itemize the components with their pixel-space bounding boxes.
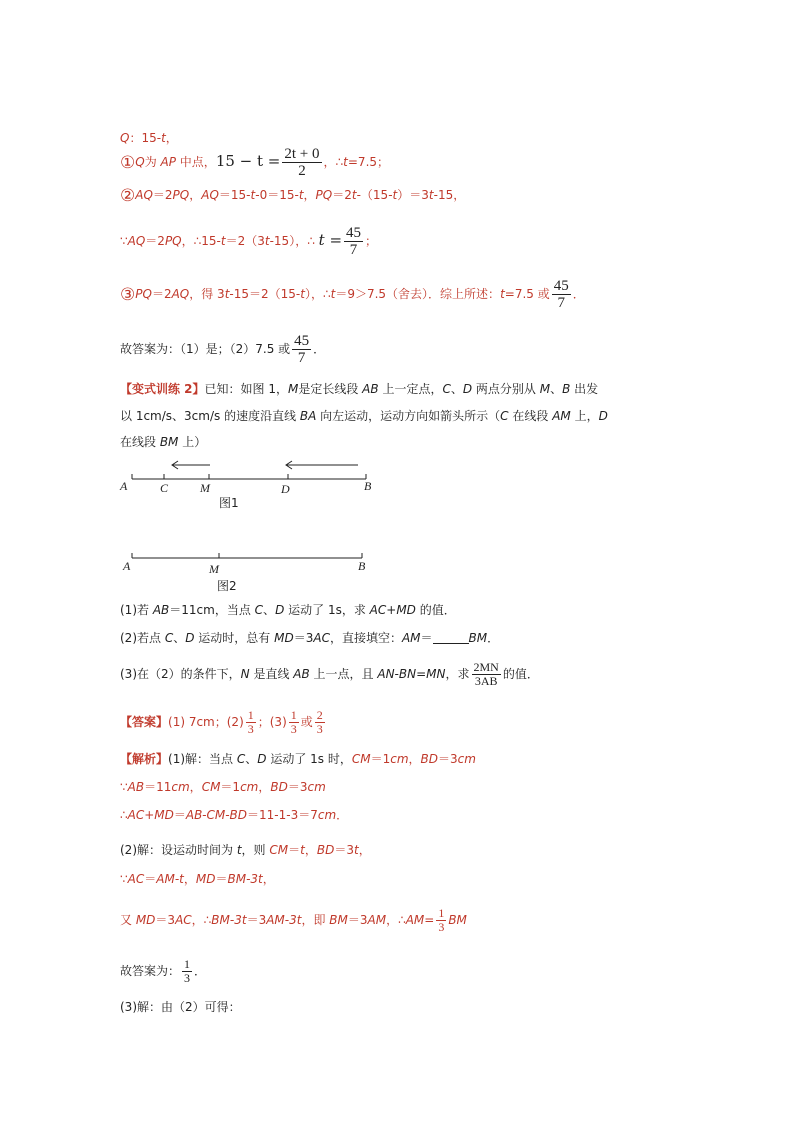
var: cm bbox=[317, 808, 337, 822]
fraction bbox=[552, 278, 571, 311]
text: ； bbox=[365, 234, 378, 248]
case-number: ③ bbox=[120, 285, 136, 305]
var: D bbox=[275, 603, 285, 617]
question-2 bbox=[120, 629, 499, 647]
text: ． bbox=[487, 631, 500, 645]
numerator: 1 bbox=[184, 957, 191, 971]
var: cm bbox=[307, 780, 326, 794]
numerator: 1 bbox=[247, 708, 254, 722]
var: t bbox=[318, 231, 325, 249]
var: MN bbox=[426, 667, 446, 681]
question-1 bbox=[120, 601, 456, 619]
section-tag: 【变式训练 2】 bbox=[120, 382, 205, 396]
var: AN-BN bbox=[377, 667, 417, 681]
text: -0＝15- bbox=[255, 188, 299, 202]
text: ∵ bbox=[120, 234, 128, 248]
answer-blank[interactable] bbox=[433, 631, 469, 644]
denominator: 3 bbox=[438, 920, 445, 934]
text: 或 bbox=[300, 715, 313, 729]
text: ∵ bbox=[120, 872, 128, 886]
text: 的值． bbox=[502, 667, 539, 681]
var: AQ bbox=[135, 188, 153, 202]
var: t bbox=[343, 155, 348, 169]
text: ， bbox=[303, 188, 316, 202]
text: (2)解：设运动时间为 bbox=[120, 843, 237, 857]
var: PQ bbox=[135, 287, 152, 301]
text: ＝2 bbox=[151, 287, 172, 301]
text: ＝ bbox=[420, 631, 433, 645]
var: cm bbox=[457, 752, 476, 766]
label-b: B bbox=[358, 559, 366, 573]
numerator: 45 bbox=[346, 225, 362, 241]
text: (1) 7cm；(2) bbox=[168, 715, 244, 729]
var: AM-t bbox=[156, 872, 184, 886]
section-tag: 【答案】 bbox=[120, 715, 169, 729]
text: (1)若 bbox=[120, 603, 153, 617]
fraction bbox=[292, 333, 311, 366]
text: = bbox=[324, 231, 343, 249]
var: AC bbox=[313, 631, 330, 645]
text: ∵ bbox=[120, 780, 128, 794]
section-tag: 【解析】 bbox=[120, 752, 169, 766]
text: 上一定点， bbox=[378, 382, 443, 396]
var: AB bbox=[293, 667, 310, 681]
solution-line-7 bbox=[120, 954, 206, 988]
var: cm bbox=[390, 752, 409, 766]
var: t bbox=[250, 188, 256, 202]
text: ＝15- bbox=[218, 188, 251, 202]
solution-line-5 bbox=[120, 870, 275, 888]
var: B bbox=[562, 382, 571, 396]
text: ＝11-1-3＝7 bbox=[247, 808, 318, 822]
text: 、 bbox=[550, 382, 563, 396]
var: t bbox=[330, 287, 336, 301]
text: (3)在（2）的条件下， bbox=[120, 667, 241, 681]
text: 故答案为： bbox=[120, 964, 181, 978]
var: PQ bbox=[164, 234, 182, 248]
question-3 bbox=[120, 656, 539, 692]
var: AP bbox=[160, 155, 176, 169]
numerator: 1 bbox=[438, 906, 445, 920]
solution-line-6 bbox=[120, 903, 467, 937]
text: = bbox=[416, 667, 427, 681]
denominator: 7 bbox=[297, 350, 306, 366]
text: =7.5 或 bbox=[504, 287, 550, 301]
var: BM-3t bbox=[211, 913, 247, 927]
var: C bbox=[254, 603, 264, 617]
text: 故答案为：（1）是；（2）7.5 或 bbox=[120, 342, 291, 356]
text: + bbox=[386, 603, 397, 617]
case-2-line bbox=[120, 186, 465, 205]
var: D bbox=[598, 409, 608, 423]
text: ， bbox=[258, 780, 271, 794]
var: AM bbox=[552, 409, 571, 423]
var: C bbox=[236, 752, 246, 766]
text: (2)若点 bbox=[120, 631, 165, 645]
answer-line bbox=[120, 705, 327, 739]
var: t bbox=[428, 188, 434, 202]
problem-line-2 bbox=[120, 407, 608, 425]
text: 为 bbox=[144, 155, 161, 169]
var: t bbox=[298, 188, 304, 202]
denominator: 2 bbox=[298, 163, 306, 179]
text: ，∴ bbox=[191, 913, 212, 927]
numerator: 45 bbox=[294, 333, 310, 349]
var: t bbox=[236, 843, 242, 857]
text: =7.5； bbox=[347, 155, 390, 169]
text: -15＝2（15- bbox=[229, 287, 301, 301]
var: AM bbox=[405, 913, 425, 927]
text: -15， bbox=[433, 188, 466, 202]
var: D bbox=[462, 382, 473, 396]
denominator: 3 bbox=[247, 722, 254, 736]
text: ），∴ bbox=[304, 287, 331, 301]
text: -15），∴ bbox=[269, 234, 319, 248]
var: BA bbox=[299, 409, 317, 423]
text: 、 bbox=[173, 631, 186, 645]
fraction bbox=[182, 958, 192, 985]
text: 以 1cm/s、3cm/s 的速度沿直线 bbox=[120, 409, 300, 423]
var: BM bbox=[329, 913, 348, 927]
text: 上， bbox=[570, 409, 599, 423]
fraction bbox=[246, 709, 256, 736]
text: 中点， bbox=[175, 155, 216, 169]
text: (3)解：由（2）可得： bbox=[120, 1000, 241, 1014]
text: ＝2（3 bbox=[225, 234, 265, 248]
text: ， bbox=[408, 752, 421, 766]
denominator: 7 bbox=[349, 242, 358, 258]
fraction bbox=[436, 907, 446, 934]
var: t bbox=[224, 287, 230, 301]
text: 、 bbox=[450, 382, 463, 396]
var: MD bbox=[274, 631, 294, 645]
denominator: 3 bbox=[316, 722, 323, 736]
var: Q bbox=[135, 155, 145, 169]
text: ＝3 bbox=[347, 913, 368, 927]
fraction bbox=[315, 709, 325, 736]
solution-line-3 bbox=[120, 806, 348, 824]
solution-line-8 bbox=[120, 998, 241, 1016]
var: BM bbox=[159, 435, 179, 449]
var: BD bbox=[420, 752, 439, 766]
text: 上） bbox=[178, 435, 207, 449]
solution-line-1 bbox=[120, 750, 476, 768]
text: ， bbox=[358, 843, 371, 857]
var: Q bbox=[120, 131, 130, 145]
equation-left: 15 − t = bbox=[215, 152, 281, 170]
var: MD bbox=[396, 603, 416, 617]
text: 运动了 1s 时， bbox=[266, 752, 352, 766]
text: 上一点，且 bbox=[309, 667, 378, 681]
var: t bbox=[300, 843, 305, 857]
var: t bbox=[353, 843, 359, 857]
text: ＝3 bbox=[155, 913, 176, 927]
var: C bbox=[442, 382, 451, 396]
text: 向左运动，运动方向如箭头所示（ bbox=[316, 409, 501, 423]
var: CM bbox=[351, 752, 371, 766]
figure-2 bbox=[110, 548, 390, 596]
var: AC bbox=[127, 872, 145, 886]
figure-caption: 图1 bbox=[219, 496, 239, 510]
text: ，∴ bbox=[386, 913, 406, 927]
text: ， bbox=[165, 131, 178, 145]
var: t bbox=[392, 188, 398, 202]
var: t bbox=[500, 287, 505, 301]
label-c: C bbox=[160, 481, 169, 495]
var: AQ bbox=[201, 188, 219, 202]
text: 已知：如图 1， bbox=[204, 382, 288, 396]
text: ＝2 bbox=[152, 188, 173, 202]
fraction bbox=[472, 661, 501, 688]
label-m: M bbox=[200, 481, 210, 495]
case-3-line bbox=[120, 276, 585, 313]
text: ＝11 bbox=[144, 780, 172, 794]
text: ＝11cm，当点 bbox=[169, 603, 255, 617]
var: CM bbox=[269, 843, 289, 857]
var: BD bbox=[270, 780, 288, 794]
text: ， bbox=[262, 872, 275, 886]
text: ：15- bbox=[129, 131, 162, 145]
text: ． bbox=[194, 964, 207, 978]
denominator: 3 bbox=[184, 971, 191, 985]
text: ＝3 bbox=[438, 752, 458, 766]
label-m: M bbox=[209, 562, 219, 576]
fraction bbox=[289, 709, 299, 736]
text: 在线段 bbox=[508, 409, 553, 423]
var: t bbox=[264, 234, 270, 248]
var: AM-3t bbox=[266, 913, 302, 927]
text: 是直线 bbox=[249, 667, 294, 681]
case-number: ① bbox=[120, 153, 136, 173]
text: ， bbox=[189, 780, 202, 794]
var: MD bbox=[135, 913, 156, 927]
problem-line-1 bbox=[120, 380, 598, 398]
var: C bbox=[164, 631, 174, 645]
var: BM bbox=[448, 913, 467, 927]
var: PQ bbox=[172, 188, 190, 202]
var: AC bbox=[175, 913, 192, 927]
text: ， bbox=[183, 872, 196, 886]
text: ＝3 bbox=[246, 913, 267, 927]
text: 、 bbox=[245, 752, 258, 766]
problem-line-3 bbox=[120, 433, 206, 451]
numerator: 45 bbox=[553, 278, 569, 294]
var: M bbox=[539, 382, 551, 396]
text: ＝2 bbox=[145, 234, 165, 248]
text: ， bbox=[189, 188, 202, 202]
text: ∴ bbox=[120, 808, 128, 822]
label-d: D bbox=[281, 482, 290, 496]
var: cm bbox=[240, 780, 259, 794]
solution-line-2 bbox=[120, 778, 326, 796]
text: = bbox=[424, 913, 435, 927]
var: t bbox=[351, 188, 357, 202]
text: ＝ bbox=[215, 872, 228, 886]
var: D bbox=[185, 631, 195, 645]
text: ，∴ bbox=[323, 155, 344, 169]
text: ＝3 bbox=[287, 780, 308, 794]
text: 在线段 bbox=[120, 435, 160, 449]
text: ，直接填空： bbox=[329, 631, 402, 645]
text: ，则 bbox=[241, 843, 270, 857]
text: ）＝3 bbox=[397, 188, 429, 202]
text: 运动时，总有 bbox=[194, 631, 275, 645]
var: AB bbox=[152, 603, 170, 617]
text: ＝ bbox=[173, 808, 186, 822]
text: ；(3) bbox=[257, 715, 287, 729]
label-a: A bbox=[120, 479, 128, 493]
var: AM bbox=[367, 913, 387, 927]
var: AC bbox=[369, 603, 387, 617]
var: CM bbox=[201, 780, 221, 794]
var: AB-CM-BD bbox=[185, 808, 248, 822]
figure-caption: 图2 bbox=[217, 579, 237, 593]
denominator: 3 bbox=[290, 722, 297, 736]
var: D bbox=[257, 752, 267, 766]
figure-1 bbox=[110, 456, 390, 516]
var: t bbox=[161, 131, 166, 145]
numerator: 2t + 0 bbox=[284, 146, 320, 162]
text: 又 bbox=[120, 913, 136, 927]
var: BD bbox=[316, 843, 335, 857]
var: cm bbox=[171, 780, 190, 794]
var: N bbox=[240, 667, 250, 681]
text: 、 bbox=[263, 603, 276, 617]
label-a: A bbox=[123, 559, 131, 573]
fraction bbox=[344, 225, 363, 258]
text: 运动了 1s，求 bbox=[284, 603, 370, 617]
var: AB bbox=[127, 780, 145, 794]
var: AQ bbox=[171, 287, 190, 301]
numerator: 1 bbox=[290, 708, 297, 722]
var: t bbox=[300, 287, 305, 301]
case-number: ② bbox=[120, 186, 136, 206]
text: ，求 bbox=[445, 667, 470, 681]
text: ． bbox=[572, 287, 585, 301]
text: ＝2 bbox=[332, 188, 352, 202]
text: 两点分别从 bbox=[472, 382, 540, 396]
text: 出发 bbox=[570, 382, 599, 396]
case-2-solution bbox=[120, 222, 377, 259]
numerator: 2 bbox=[316, 708, 323, 722]
var: AQ bbox=[127, 234, 146, 248]
text: 的值． bbox=[415, 603, 456, 617]
denominator: 3AB bbox=[474, 674, 498, 688]
text: ＝ bbox=[144, 872, 157, 886]
var: MD bbox=[195, 872, 216, 886]
denominator: 7 bbox=[557, 295, 565, 311]
fraction bbox=[282, 146, 321, 179]
text: ，即 bbox=[301, 913, 330, 927]
text: 是定长线段 bbox=[298, 382, 363, 396]
numerator: 2MN bbox=[473, 660, 499, 674]
var: PQ bbox=[315, 188, 333, 202]
label-b: B bbox=[364, 479, 372, 493]
text: ＝3 bbox=[334, 843, 354, 857]
text: -（15- bbox=[356, 188, 393, 202]
var: BM-3t bbox=[227, 872, 263, 886]
text: ，得 3 bbox=[189, 287, 225, 301]
text: ＝1 bbox=[220, 780, 241, 794]
text: ＝ bbox=[288, 843, 301, 857]
text: ， bbox=[304, 843, 317, 857]
solution-line-4 bbox=[120, 841, 371, 859]
text: ． bbox=[336, 808, 349, 822]
text: ，∴15- bbox=[181, 234, 221, 248]
var: BM bbox=[468, 631, 488, 645]
var: t bbox=[220, 234, 226, 248]
text: ＝9＞7.5（舍去）．综上所述： bbox=[335, 287, 501, 301]
case-1-line bbox=[120, 143, 389, 181]
text: (1)解：当点 bbox=[168, 752, 237, 766]
var: AB bbox=[362, 382, 379, 396]
text: ． bbox=[313, 342, 326, 356]
var: AC+MD bbox=[127, 808, 174, 822]
var: M bbox=[287, 382, 299, 396]
text: ＝3 bbox=[293, 631, 314, 645]
text: ＝1 bbox=[370, 752, 391, 766]
var: C bbox=[500, 409, 509, 423]
answer-summary bbox=[120, 331, 325, 367]
var: AM bbox=[401, 631, 421, 645]
